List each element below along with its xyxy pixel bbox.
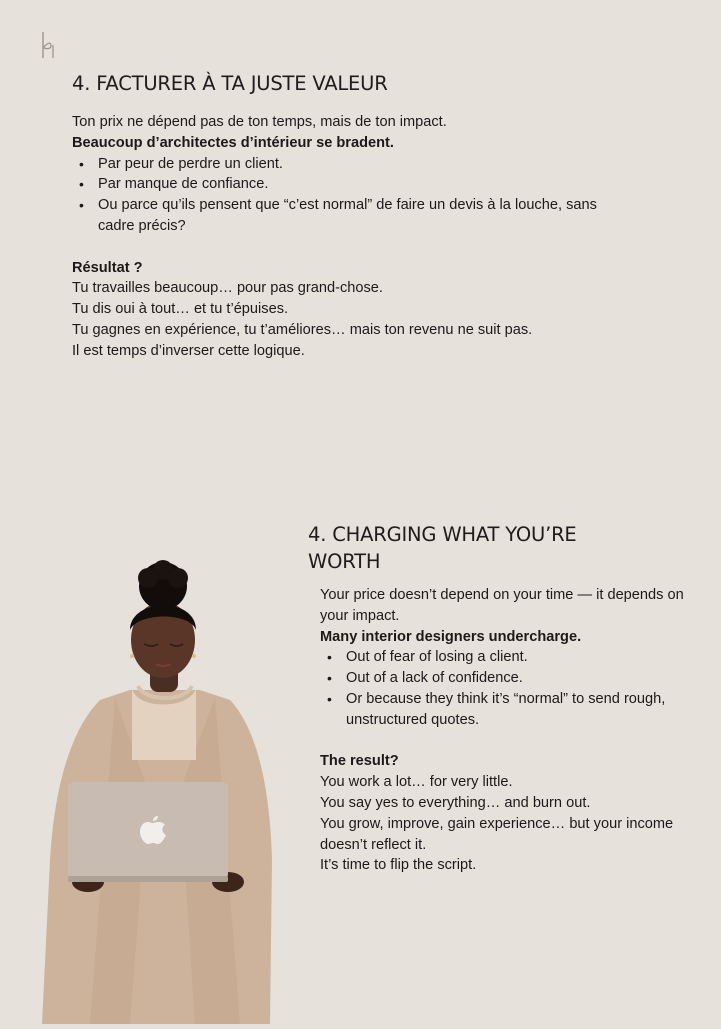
list-item: • Out of a lack of confidence.: [320, 668, 690, 689]
result-line-fr: Il est temps d’inverser cette logique.: [72, 342, 305, 359]
result-heading-en: The result?: [320, 753, 399, 770]
list-item: • Par peur de perdre un client.: [72, 154, 632, 175]
bold-statement-fr: Beaucoup d’architectes d’intérieur se bradent.: [72, 134, 394, 151]
result-line-en: You work a lot… for very little.: [320, 774, 513, 791]
woman-with-laptop-image: [20, 560, 300, 1024]
result-line-fr: Tu dis oui à tout… et tu t’épuises.: [72, 301, 289, 318]
result-heading-fr: Résultat ?: [72, 259, 143, 276]
result-line-fr: Tu gagnes en expérience, tu t’améliores… mais ton revenu ne suit pas.: [72, 321, 533, 338]
reasons-list-en: [320, 647, 690, 730]
section-body-en: [320, 585, 690, 876]
intro-text-en: Your price doesn’t depend on your time — it depends on your impact.: [320, 587, 684, 624]
result-line-en: It’s time to flip the script.: [320, 857, 477, 874]
list-item: • Or because they think it’s “normal” to send rough, unstructured quotes.: [320, 689, 690, 731]
list-item: • Ou parce qu’ils pensent que “c’est normal” de faire un devis à la louche, sans cadre précis?: [72, 195, 632, 237]
section-title-fr: 4. FACTURER À TA JUSTE VALEUR: [72, 72, 388, 95]
section-title-en: 4. CHARGING WHAT YOU’RE WORTH: [308, 523, 577, 573]
reasons-list-fr: [72, 154, 632, 237]
list-item: • Par manque de confiance.: [72, 174, 632, 195]
result-line-en: You say yes to everything… and burn out.: [320, 794, 591, 811]
list-item: • Out of fear of losing a client.: [320, 647, 690, 668]
result-line-fr: Tu travailles beaucoup… pour pas grand-chose.: [72, 280, 383, 297]
intro-text-fr: Ton prix ne dépend pas de ton temps, mais de ton impact.: [72, 114, 447, 130]
section-body-fr: [72, 112, 632, 362]
bold-statement-en: Many interior designers undercharge.: [320, 628, 582, 645]
brand-logo: [40, 30, 58, 60]
result-line-en: You grow, improve, gain experience… but your income doesn’t reflect it.: [320, 815, 674, 853]
